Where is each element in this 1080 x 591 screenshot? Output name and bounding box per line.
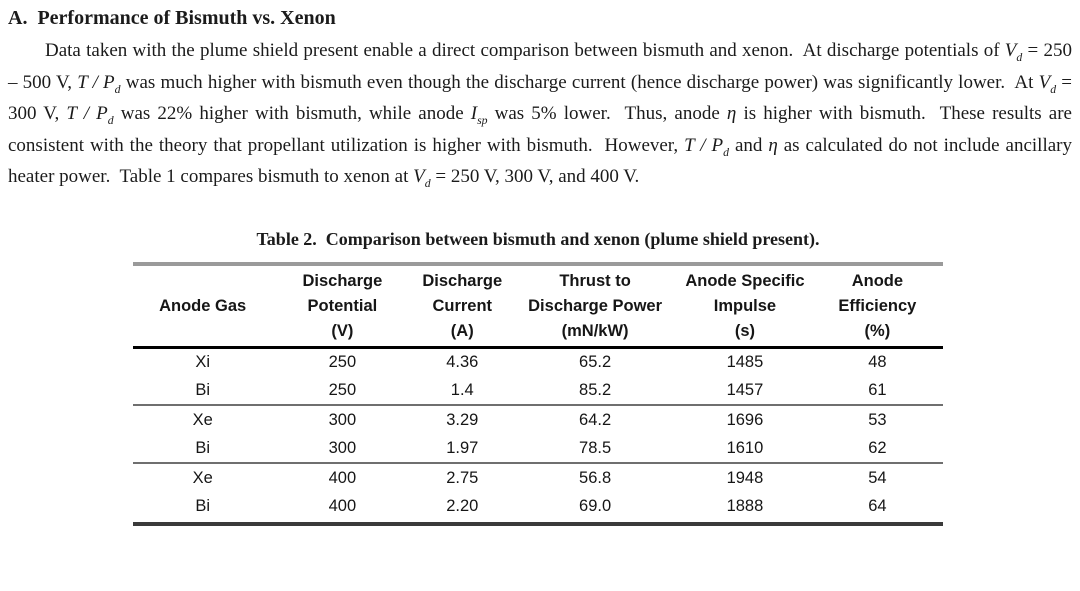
math-subscript: d <box>1050 82 1057 96</box>
math-variable: T / $P_d$ <box>66 103 114 127</box>
table-cell: 4.36 <box>446 352 479 371</box>
column-header <box>412 266 512 348</box>
table-cell: 1948 <box>726 468 764 487</box>
math-variable: T / $P_d$ <box>77 71 121 96</box>
table-cell: 64 <box>868 497 887 515</box>
table-caption: Table 2. Comparison between bismuth and xenon (plume shield present). <box>256 228 820 249</box>
column-header <box>133 266 272 348</box>
column-header-line: Efficiency <box>838 296 917 315</box>
section-heading: A. Performance of Bismuth vs. Xenon <box>8 7 336 29</box>
table-row <box>133 376 943 405</box>
column-header-line: (mN/kW) <box>561 321 629 340</box>
column-header-line: Impulse <box>713 296 777 315</box>
table-block <box>133 229 943 527</box>
math-variable: η <box>768 134 778 156</box>
table-cell: 1485 <box>726 352 764 371</box>
math-variable: $V_d$ <box>1038 71 1057 96</box>
column-header <box>272 266 412 348</box>
header-row <box>133 266 943 348</box>
table-cell: 250 <box>272 376 412 405</box>
table-cell: Xe <box>192 410 213 429</box>
column-header-line: Discharge Power <box>528 296 663 315</box>
column-header-line: Discharge <box>302 271 383 290</box>
math-variable: $V_d$ <box>1004 40 1023 64</box>
table-cell: 3.29 <box>446 410 479 429</box>
math-subscript: sp <box>477 113 488 127</box>
column-header <box>812 266 943 348</box>
math-subscript: d <box>1016 50 1023 64</box>
table-cell: 69.0 <box>579 497 612 515</box>
table-cell: 61 <box>812 376 943 405</box>
table-cell: Xi <box>195 352 210 371</box>
table-cell: 48 <box>868 352 887 371</box>
column-header-line: Anode <box>851 271 904 290</box>
math-subscript: d <box>114 82 121 96</box>
table-row <box>133 492 943 521</box>
table-cell: 54 <box>868 468 887 487</box>
math-variable: $I_{sp}$ <box>470 103 488 127</box>
table-cell: Bi <box>133 376 272 405</box>
table-cell: 400 <box>328 468 357 487</box>
table-row <box>133 463 943 492</box>
table-cell: 1888 <box>726 497 764 515</box>
column-header-line: (%) <box>864 321 891 340</box>
table-header <box>133 266 943 348</box>
table-cell: 64.2 <box>579 410 612 429</box>
column-header-line: Thrust to <box>559 271 631 290</box>
table-row <box>133 434 943 463</box>
math-subscript: d <box>723 145 729 159</box>
table-cell: 78.5 <box>512 434 678 463</box>
column-header-line: Anode Gas <box>159 296 247 315</box>
table-cell: 65.2 <box>579 352 612 371</box>
table-cell: 1.97 <box>412 434 512 463</box>
table-cell: 300 <box>272 434 412 463</box>
body-paragraph: Data taken with the plume shield present enable a direct comparison between bismuth and xenon. At discharge potentials of $V_d = 250 - 500$ V, T / $P_d$ was much higher with bismuth even though the discharge current (hence discharge power) was significantly lower. At $V_d = 300$ V, T / $P_d$ was 22% higher with bismuth, while anode $I_{sp}$ was 5% lower. Thus, anode η is higher with bismuth. These results are consistent with the theory that propellant utilization is higher with bismuth. However, T / $P_d$ and η as calculated do not include ancillary heater power. Table 1 compares bismuth to xenon at $V_d = 250$ V, 300 V, and 400 V. <box>8 40 1077 190</box>
column-header-line <box>133 319 272 344</box>
comparison-table <box>133 266 943 522</box>
table-cell: 1.4 <box>412 376 512 405</box>
table-cell: 2.75 <box>446 468 479 487</box>
table-row <box>133 347 943 376</box>
table-cell: 2.20 <box>446 497 479 515</box>
math-variable: η <box>726 103 737 124</box>
column-header-line: (V) <box>331 321 354 340</box>
table-cell: 56.8 <box>579 468 612 487</box>
column-header-line: Anode Specific <box>685 271 805 290</box>
math-variable: $V_d$ <box>413 166 431 190</box>
math-subscript: d <box>107 113 114 127</box>
math-subscript: d <box>424 176 431 190</box>
column-header-line: Discharge <box>422 271 503 290</box>
table-cell: 400 <box>328 497 357 515</box>
table-cell: Bi <box>195 497 210 515</box>
table-cell: 62 <box>812 434 943 463</box>
table-cell: 250 <box>328 352 357 371</box>
column-header <box>678 266 812 348</box>
table-cell: 1457 <box>678 376 812 405</box>
table-cell: 300 <box>328 410 357 429</box>
column-header-line: Current <box>432 296 493 315</box>
column-header-line: (A) <box>450 321 474 340</box>
column-header-line: (s) <box>734 321 756 340</box>
table-bottom-rule <box>133 522 943 526</box>
math-variable: T / $P_d$ <box>684 134 729 159</box>
table-cell: 85.2 <box>512 376 678 405</box>
table-cell: 53 <box>868 410 887 429</box>
column-header-line: Potential <box>307 296 378 315</box>
table-cell: Bi <box>133 434 272 463</box>
table-cell: 1696 <box>726 410 764 429</box>
table-cell: 1610 <box>678 434 812 463</box>
table-row <box>133 405 943 434</box>
table-body <box>133 347 943 521</box>
column-header-line <box>133 269 272 294</box>
column-header <box>512 266 678 348</box>
table-cell: Xe <box>192 468 213 487</box>
